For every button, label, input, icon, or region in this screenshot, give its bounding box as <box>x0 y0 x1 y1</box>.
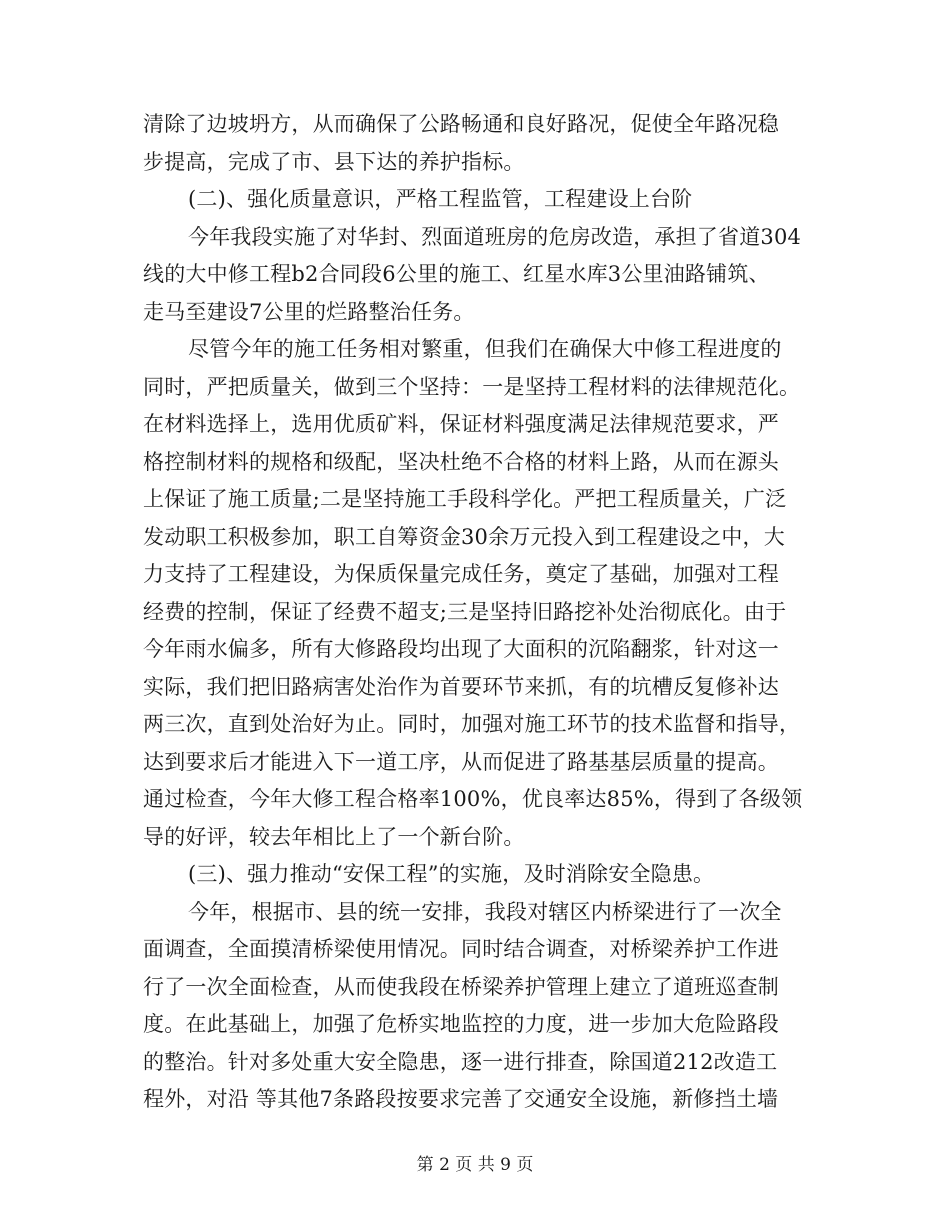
text-line: 经费的控制，保证了经费不超支;三是坚持旧路挖补处治彻底化。由于 <box>143 599 787 624</box>
text-line: (二)、强化质量意识，严格工程监管，工程建设上台阶 <box>188 187 693 211</box>
text-line: 发动职工积极参加，职工自筹资金30余万元投入到工程建设之中，大 <box>143 524 785 549</box>
text-line: 今年，根据市、县的统一安排，我段对辖区内桥梁进行了一次全 <box>188 899 782 924</box>
text-line: 面调查，全面摸清桥梁使用情况。同时结合调查，对桥梁养护工作进 <box>143 937 779 961</box>
text-line: 的整治。针对多处重大安全隐患，逐一进行排查，除国道212改造工 <box>143 1049 778 1074</box>
text-line: 两三次，直到处治好为止。同时，加强对施工环节的技术监督和指导， <box>143 712 801 736</box>
text-line: 力支持了工程建设，为保质保量完成任务，奠定了基础，加强对工程 <box>143 562 779 586</box>
text-line: 通过检查，今年大修工程合格率100%，优良率达85%，得到了各级领 <box>143 787 803 811</box>
text-line: 格控制材料的规格和级配，坚决杜绝不合格的材料上路，从而在源头 <box>143 449 779 474</box>
text-line: 在材料选择上，选用优质矿料，保证材料强度满足法律规范要求，严 <box>143 412 779 436</box>
text-line: 达到要求后才能进入下一道工序，从而促进了路基基层质量的提高。 <box>143 749 779 774</box>
text-line: 行了一次全面检查，从而使我段在桥梁养护管理上建立了道班巡查制 <box>143 974 779 999</box>
page-number-footer: 第 2 页 共 9 页 <box>416 1155 534 1175</box>
text-line: 步提高，完成了市、县下达的养护指标。 <box>143 149 525 174</box>
text-line: 尽管今年的施工任务相对繁重，但我们在确保大中修工程进度的 <box>188 337 782 361</box>
text-line: 同时，严把质量关，做到三个坚持：一是坚持工程材料的法律规范化。 <box>143 374 801 399</box>
text-line: 程外，对沿 等其他7条路段按要求完善了交通安全设施，新修挡土墙 <box>143 1087 779 1111</box>
text-line: 线的大中修工程b2合同段6公里的施工、红星水库3公里油路铺筑、 <box>143 262 770 286</box>
text-line: 走马至建设7公里的烂路整治任务。 <box>143 299 475 324</box>
text-line: 上保证了施工质量;二是坚持施工手段科学化。严把工程质量关，广泛 <box>143 487 787 511</box>
text-line: (三)、强力推动“安保工程”的实施，及时消除安全隐患。 <box>188 862 715 886</box>
text-line: 度。在此基础上，加强了危桥实地监控的力度，进一步加大危险路段 <box>143 1012 779 1036</box>
text-line: 实际，我们把旧路病害处治作为首要环节来抓，有的坑槽反复修补达 <box>143 674 779 699</box>
text-line: 今年雨水偏多，所有大修路段均出现了大面积的沉陷翻浆，针对这一 <box>143 637 779 661</box>
text-line: 导的好评，较去年相比上了一个新台阶。 <box>143 824 525 849</box>
document-body <box>143 106 808 1119</box>
text-line: 今年我段实施了对华封、烈面道班房的危房改造，承担了省道304 <box>188 224 802 249</box>
text-line: 清除了边坡坍方，从而确保了公路畅通和良好路况，促使全年路况稳 <box>143 112 779 136</box>
